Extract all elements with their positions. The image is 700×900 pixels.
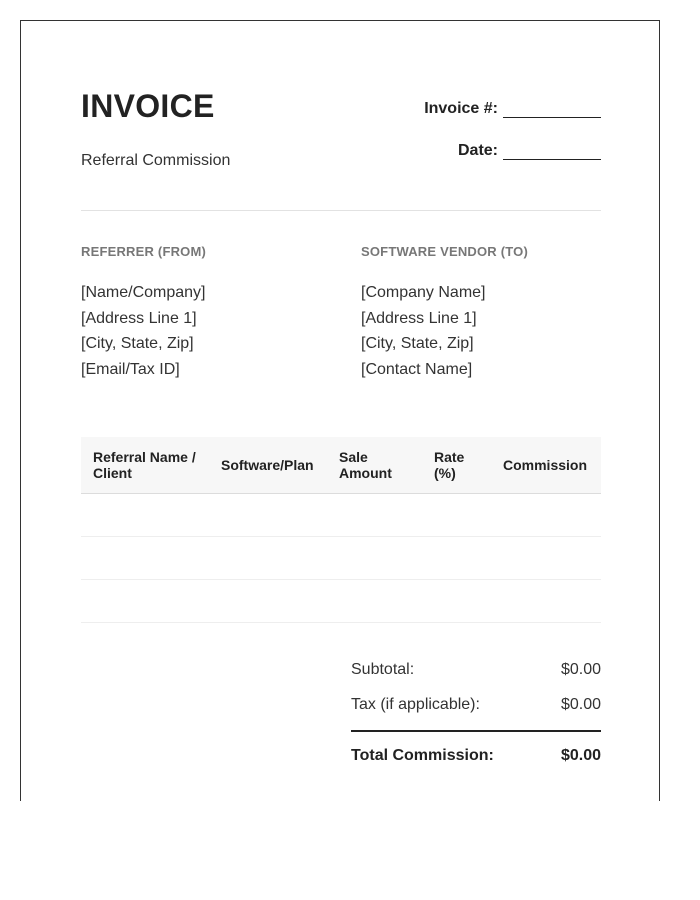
- column-header-commission: Commission: [503, 457, 588, 473]
- date-label: Date:: [457, 142, 498, 159]
- total-commission-label: Total Commission:: [351, 747, 494, 764]
- total-commission-value: $0.00: [560, 747, 601, 764]
- invoice-number-label: Invoice #:: [424, 100, 498, 117]
- vendor-address-line: [Address Line 1]: [361, 309, 477, 327]
- line-items-table: [81, 437, 601, 623]
- tax-row: [351, 693, 601, 728]
- vendor-contact-line: [Contact Name]: [361, 360, 473, 378]
- table-row[interactable]: [81, 494, 601, 537]
- table-header-row: [81, 437, 601, 494]
- invoice-page: [20, 20, 660, 801]
- date-blank[interactable]: [503, 145, 601, 160]
- invoice-number-blank[interactable]: [503, 103, 601, 118]
- referrer-city-line: [City, State, Zip]: [81, 335, 194, 352]
- invoice-title: INVOICE: [81, 88, 215, 124]
- referrer-email-line: [Email/Tax ID]: [81, 360, 180, 378]
- table-row[interactable]: [81, 537, 601, 580]
- header-divider: [81, 210, 601, 211]
- vendor-company-line: [Company Name]: [361, 284, 486, 301]
- referrer-address-line: [Address Line 1]: [81, 309, 197, 327]
- invoice-number-field: [424, 100, 601, 118]
- tax-value: $0.00: [560, 696, 601, 713]
- table-row[interactable]: [81, 580, 601, 623]
- column-header-software: Software/Plan: [221, 457, 314, 473]
- vendor-heading: SOFTWARE VENDOR (TO): [361, 244, 528, 259]
- column-header-referral: Referral Name / Client: [93, 449, 196, 481]
- total-commission-row: [351, 744, 601, 779]
- vendor-city-line: [City, State, Zip]: [361, 335, 474, 352]
- totals-section: [351, 658, 601, 779]
- column-header-rate: Rate (%): [434, 449, 465, 481]
- subtotal-value: $0.00: [560, 661, 601, 678]
- vendor-block: [361, 244, 601, 382]
- subtotal-row: [351, 658, 601, 693]
- referrer-heading: REFERRER (FROM): [81, 244, 207, 259]
- date-field: [458, 142, 601, 160]
- column-header-sale-amount: Sale Amount: [339, 449, 392, 481]
- referrer-name-line: [Name/Company]: [81, 284, 206, 301]
- totals-divider: [351, 730, 601, 732]
- invoice-subtitle: Referral Commission: [81, 152, 231, 169]
- subtotal-label: Subtotal:: [351, 661, 415, 678]
- referrer-block: [81, 244, 321, 382]
- tax-label: Tax (if applicable):: [351, 696, 480, 713]
